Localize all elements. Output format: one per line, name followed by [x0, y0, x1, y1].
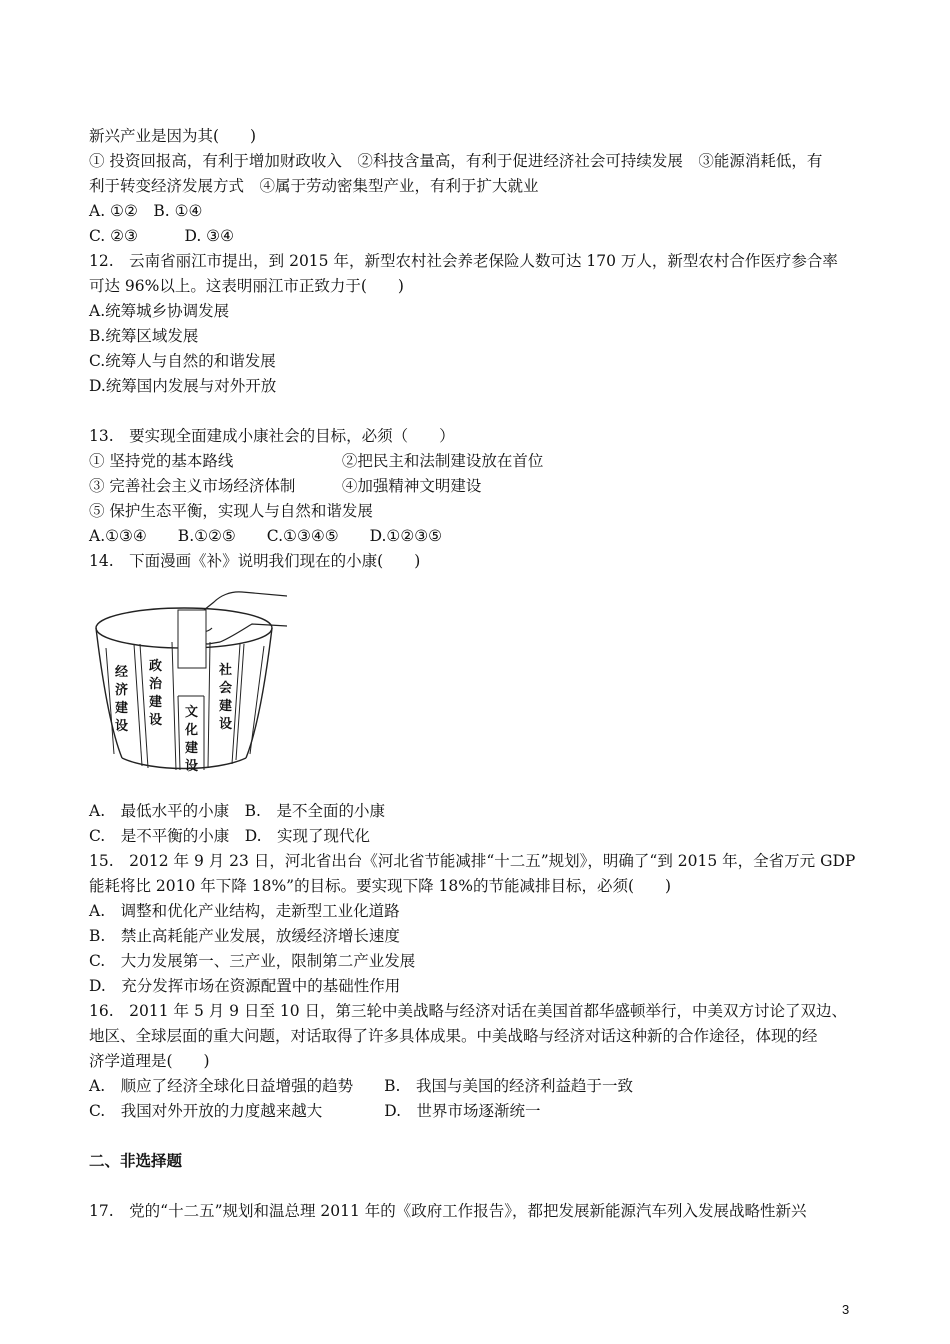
question-17: 17. 党的“十二五”规划和温总理 2011 年的《政府工作报告》，都把发展新能源汽车列入发展战略性新兴: [89, 1202, 807, 1220]
stave-label-char: 治: [149, 677, 163, 692]
option-a: A.统筹城乡协调发展: [89, 302, 230, 320]
text-line: A. ①② B. ①④: [89, 202, 203, 220]
options-line: A.①③④ B.①②⑤ C.①③④⑤ D.①②③⑤: [89, 527, 443, 545]
page-number: 3: [842, 1302, 850, 1317]
stave-label-char: 建: [115, 701, 129, 716]
stave-label-char: 建: [219, 699, 233, 714]
stave-label-char: 设: [149, 713, 163, 728]
option-b: B. 禁止高耗能产业发展，放缓经济增长速度: [89, 927, 400, 945]
text-line: ① 投资回报高，有利于增加财政收入 ②科技含量高，有利于促进经济社会可持续发展 ③能源消耗低，有: [89, 152, 823, 170]
stave-label-char: 经: [115, 665, 129, 680]
section-heading: 二、非选择题: [89, 1152, 183, 1170]
question-14: 14. 下面漫画《补》说明我们现在的小康( ): [89, 552, 421, 570]
stave-label: [114, 664, 128, 734]
text-line: ① 坚持党的基本路线 ②把民主和法制建设放在首位: [89, 452, 544, 470]
option-d: D. 充分发挥市场在资源配置中的基础性作用: [89, 977, 401, 995]
stave-label-char: 文: [185, 705, 199, 720]
stave-label: [148, 658, 163, 728]
text-line: 地区、全球层面的重大问题，对话取得了许多具体成果。中美战略与经济对话这种新的合作途径，体现的经: [89, 1027, 818, 1045]
stave-label-char: 设: [185, 759, 199, 774]
text-line: 新兴产业是因为其( ): [89, 127, 257, 145]
option-a: A. 最低水平的小康 B. 是不全面的小康: [89, 802, 385, 820]
option-c: C.统筹人与自然的和谐发展: [89, 352, 276, 370]
stave-label-char: 社: [219, 663, 233, 678]
question-13: 13. 要实现全面建成小康社会的目标，必须（ ）: [89, 427, 455, 445]
stave-label-char: 化: [185, 723, 199, 738]
question-16: 16. 2011 年 5 月 9 日至 10 日，第三轮中美战略与经济对话在美国首都华盛顿举行，中美双方讨论了双边、: [89, 1002, 848, 1020]
question-15: 15. 2012 年 9 月 23 日，河北省出台《河北省节能减排“十二五”规划》，明确了“到 2015 年，全省万元 GDP: [89, 852, 856, 870]
stave-label-char: 政: [149, 659, 163, 674]
question-12: 12. 云南省丽江市提出，到 2015 年，新型农村社会养老保险人数可达 170 万人，新型农村合作医疗参合率: [89, 252, 838, 270]
stave-label-char: 设: [219, 717, 233, 732]
stave-label-char: 设: [115, 719, 129, 734]
options-line: A. 顺应了经济全球化日益增强的趋势 B. 我国与美国的经济利益趋于一致: [89, 1077, 633, 1095]
option-c: C. 是不平衡的小康 D. 实现了现代化: [89, 827, 371, 845]
text-line: 济学道理是( ): [89, 1052, 210, 1070]
option-d: D.统筹国内发展与对外开放: [89, 377, 277, 395]
option-a: A. 调整和优化产业结构，走新型工业化道路: [89, 902, 400, 920]
stave-label-char: 建: [185, 741, 199, 756]
text-line: ⑤ 保护生态平衡，实现人与自然和谐发展: [89, 502, 373, 520]
stave-label: [218, 662, 232, 732]
text-line: C. ②③ D. ③④: [89, 227, 234, 245]
stave-label-char: 济: [115, 683, 129, 698]
text-line: ③ 完善社会主义市场经济体制 ④加强精神文明建设: [89, 477, 482, 495]
stave-label: [184, 704, 198, 774]
text-line: 利于转变经济发展方式 ④属于劳动密集型产业，有利于扩大就业: [89, 177, 539, 195]
text-line: 能耗将比 2010 年下降 18%”的目标。要实现下降 18%的节能减排目标，必须( ): [89, 877, 672, 895]
stave-label-char: 会: [219, 681, 233, 696]
options-line: C. 我国对外开放的力度越来越大 D. 世界市场逐渐统一: [89, 1102, 541, 1120]
option-b: B.统筹区域发展: [89, 327, 199, 345]
stave-label-char: 建: [149, 695, 163, 710]
text-line: 可达 96%以上。这表明丽江市正致力于( ): [89, 277, 404, 295]
option-c: C. 大力发展第一、三产业，限制第二产业发展: [89, 952, 416, 970]
bucket-cartoon: [92, 588, 287, 774]
